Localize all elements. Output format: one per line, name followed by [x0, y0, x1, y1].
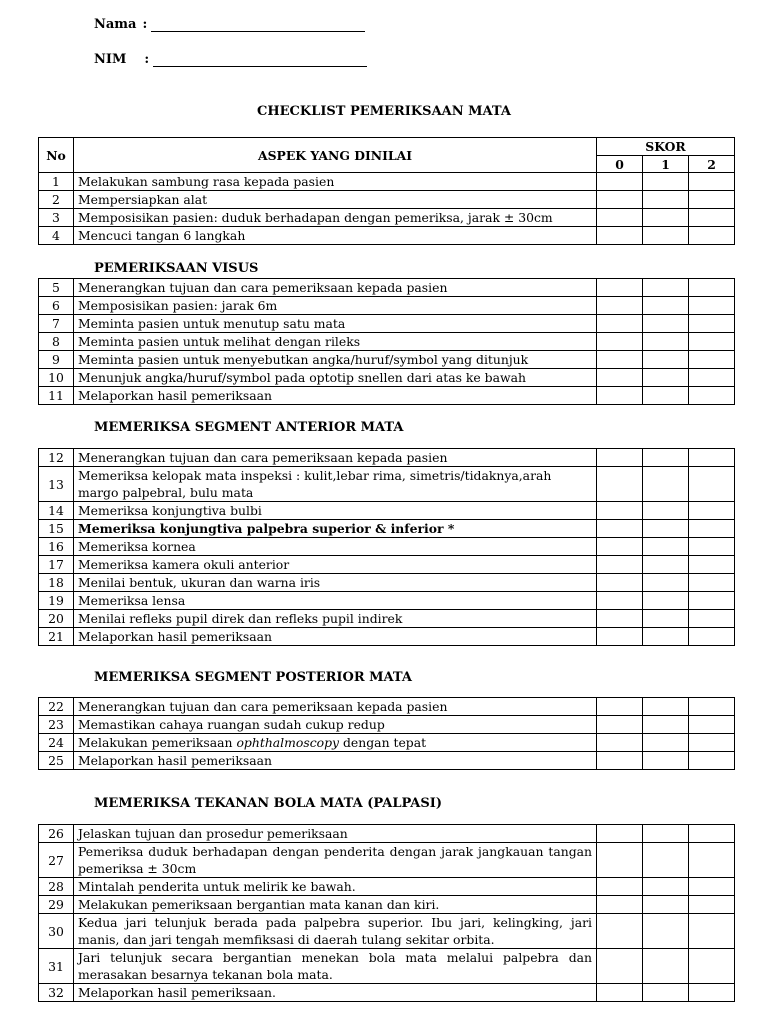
score-cell-0[interactable]: [597, 538, 643, 556]
score-cell-0[interactable]: [597, 333, 643, 351]
table-row: [39, 574, 735, 592]
row-number: 8: [39, 333, 74, 351]
row-number: 23: [39, 716, 74, 734]
score-cell-0[interactable]: [597, 949, 643, 984]
score-cell-2[interactable]: [689, 610, 735, 628]
score-cell-0[interactable]: [597, 369, 643, 387]
table-row: [39, 333, 735, 351]
score-cell-2[interactable]: [689, 896, 735, 914]
row-aspect-text: Mencuci tangan 6 langkah: [74, 227, 597, 245]
score-cell-2[interactable]: [689, 538, 735, 556]
row-number: 26: [39, 825, 74, 843]
score-cell-0[interactable]: [597, 825, 643, 843]
nim-field[interactable]: [94, 52, 367, 67]
score-cell-1[interactable]: [643, 279, 689, 297]
row-aspect-text: Menerangkan tujuan dan cara pemeriksaan kepada pasien: [74, 449, 597, 467]
score-cell-0[interactable]: [597, 556, 643, 574]
row-number: 24: [39, 734, 74, 752]
checklist-table-general: [38, 137, 735, 245]
aspect-text-italic: ophthalmoscopy: [236, 735, 340, 750]
nim-line[interactable]: [153, 66, 367, 67]
header-score-0: 0: [597, 156, 643, 173]
table-row: [39, 297, 735, 315]
score-cell-1[interactable]: [643, 297, 689, 315]
table-row: [39, 351, 735, 369]
header-score-2: 2: [689, 156, 735, 173]
page-title: CHECKLIST PEMERIKSAAN MATA: [257, 104, 511, 119]
row-number: 14: [39, 502, 74, 520]
score-cell-0[interactable]: [597, 209, 643, 227]
table-row: [39, 502, 735, 520]
row-aspect-text: Melakukan sambung rasa kepada pasien: [74, 173, 597, 191]
row-number: 19: [39, 592, 74, 610]
row-number: 32: [39, 984, 74, 1002]
header-skor: SKOR: [597, 138, 735, 156]
score-cell-1[interactable]: [643, 574, 689, 592]
section-title-anterior: MEMERIKSA SEGMENT ANTERIOR MATA: [94, 420, 404, 435]
row-number: 28: [39, 878, 74, 896]
score-cell-2[interactable]: [689, 949, 735, 984]
row-aspect-text: Menilai refleks pupil direk dan refleks pupil indirek: [74, 610, 597, 628]
table-row: [39, 315, 735, 333]
score-cell-1[interactable]: [643, 538, 689, 556]
score-cell-2[interactable]: [689, 878, 735, 896]
table-row: [39, 467, 735, 502]
score-cell-1[interactable]: [643, 315, 689, 333]
score-cell-0[interactable]: [597, 173, 643, 191]
score-cell-2[interactable]: [689, 914, 735, 949]
score-cell-1[interactable]: [643, 209, 689, 227]
score-cell-1[interactable]: [643, 878, 689, 896]
row-number: 6: [39, 297, 74, 315]
score-cell-2[interactable]: [689, 520, 735, 538]
table-row: [39, 610, 735, 628]
score-cell-0[interactable]: [597, 896, 643, 914]
score-cell-1[interactable]: [643, 896, 689, 914]
row-aspect-text: Memposisikan pasien: duduk berhadapan dengan pemeriksa, jarak ± 30cm: [74, 209, 597, 227]
aspect-text-pre: Melakukan pemeriksaan: [78, 735, 237, 750]
score-cell-1[interactable]: [643, 914, 689, 949]
score-cell-0[interactable]: [597, 698, 643, 716]
score-cell-0[interactable]: [597, 227, 643, 245]
nama-colon: :: [142, 17, 148, 32]
row-number: 29: [39, 896, 74, 914]
row-aspect-text: Pemeriksa duduk berhadapan dengan penderita dengan jarak jangkauan tangan pemeriksa ± 30cm: [74, 843, 597, 878]
row-aspect-text: Memeriksa lensa: [74, 592, 597, 610]
table-row: [39, 984, 735, 1002]
row-aspect-text: Melaporkan hasil pemeriksaan: [74, 752, 597, 770]
row-aspect-text: Jari telunjuk secara bergantian menekan bola mata melalui palpebra dan merasakan besarnya tekanan bola mata.: [74, 949, 597, 984]
table-row: [39, 825, 735, 843]
score-cell-1[interactable]: [643, 752, 689, 770]
score-cell-1[interactable]: [643, 449, 689, 467]
score-cell-0[interactable]: [597, 297, 643, 315]
row-aspect-text: Memposisikan pasien: jarak 6m: [74, 297, 597, 315]
score-cell-2[interactable]: [689, 191, 735, 209]
row-aspect-text: Mempersiapkan alat: [74, 191, 597, 209]
row-number: 11: [39, 387, 74, 405]
score-cell-1[interactable]: [643, 227, 689, 245]
score-cell-2[interactable]: [689, 984, 735, 1002]
row-number: 15: [39, 520, 74, 538]
score-cell-2[interactable]: [689, 502, 735, 520]
score-cell-0[interactable]: [597, 984, 643, 1002]
score-cell-1[interactable]: [643, 825, 689, 843]
score-cell-0[interactable]: [597, 610, 643, 628]
score-cell-0[interactable]: [597, 467, 643, 502]
score-cell-1[interactable]: [643, 369, 689, 387]
score-cell-0[interactable]: [597, 878, 643, 896]
row-aspect-text: Kedua jari telunjuk berada pada palpebra superior. Ibu jari, kelingking, jari manis, dan jari tengah memfiksasi di daerah tulang sekitar orbita.: [74, 914, 597, 949]
row-number: 27: [39, 843, 74, 878]
score-cell-2[interactable]: [689, 449, 735, 467]
row-number: 1: [39, 173, 74, 191]
score-cell-1[interactable]: [643, 467, 689, 502]
table-row: [39, 698, 735, 716]
aspect-text-post: dengan tepat: [339, 735, 427, 750]
row-number: 10: [39, 369, 74, 387]
score-cell-1[interactable]: [643, 610, 689, 628]
row-number: 31: [39, 949, 74, 984]
score-cell-0[interactable]: [597, 628, 643, 646]
table-row: [39, 209, 735, 227]
row-aspect-text: [74, 734, 597, 752]
nim-colon: :: [144, 52, 150, 67]
score-cell-1[interactable]: [643, 698, 689, 716]
table-row: [39, 752, 735, 770]
score-cell-1[interactable]: [643, 843, 689, 878]
table-row: [39, 369, 735, 387]
score-cell-0[interactable]: [597, 449, 643, 467]
section-title-palpasi: MEMERIKSA TEKANAN BOLA MATA (PALPASI): [94, 796, 442, 811]
row-aspect-text: Menerangkan tujuan dan cara pemeriksaan kepada pasien: [74, 279, 597, 297]
score-cell-1[interactable]: [643, 628, 689, 646]
row-aspect-text: Jelaskan tujuan dan prosedur pemeriksaan: [74, 825, 597, 843]
score-cell-1[interactable]: [643, 716, 689, 734]
score-cell-1[interactable]: [643, 520, 689, 538]
header-no: No: [39, 138, 74, 173]
section-title-posterior: MEMERIKSA SEGMENT POSTERIOR MATA: [94, 670, 412, 685]
score-cell-2[interactable]: [689, 734, 735, 752]
score-cell-1[interactable]: [643, 592, 689, 610]
score-cell-2[interactable]: [689, 574, 735, 592]
score-cell-2[interactable]: [689, 209, 735, 227]
score-cell-0[interactable]: [597, 752, 643, 770]
row-aspect-text: Memeriksa konjungtiva bulbi: [74, 502, 597, 520]
score-cell-2[interactable]: [689, 752, 735, 770]
score-cell-1[interactable]: [643, 734, 689, 752]
row-aspect-text: Menerangkan tujuan dan cara pemeriksaan kepada pasien: [74, 698, 597, 716]
row-aspect-text: Menilai bentuk, ukuran dan warna iris: [74, 574, 597, 592]
row-number: 17: [39, 556, 74, 574]
score-cell-0[interactable]: [597, 716, 643, 734]
table-row: [39, 227, 735, 245]
row-aspect-text: Memeriksa kamera okuli anterior: [74, 556, 597, 574]
table-row: [39, 896, 735, 914]
header-score-1: 1: [643, 156, 689, 173]
row-number: 16: [39, 538, 74, 556]
row-aspect-text: Memeriksa kelopak mata inspeksi : kulit,lebar rima, simetris/tidaknya,arah margo palpebral, bulu mata: [74, 467, 597, 502]
checklist-table-palpasi: [38, 824, 735, 1002]
table-row: [39, 538, 735, 556]
table-row: [39, 191, 735, 209]
score-cell-2[interactable]: [689, 716, 735, 734]
score-cell-1[interactable]: [643, 502, 689, 520]
score-cell-2[interactable]: [689, 227, 735, 245]
row-aspect-text: Melakukan pemeriksaan bergantian mata kanan dan kiri.: [74, 896, 597, 914]
row-number: 21: [39, 628, 74, 646]
score-cell-0[interactable]: [597, 574, 643, 592]
table-row: [39, 843, 735, 878]
score-cell-2[interactable]: [689, 315, 735, 333]
row-number: 12: [39, 449, 74, 467]
score-cell-0[interactable]: [597, 592, 643, 610]
score-cell-2[interactable]: [689, 825, 735, 843]
score-cell-2[interactable]: [689, 556, 735, 574]
score-cell-2[interactable]: [689, 173, 735, 191]
score-cell-2[interactable]: [689, 351, 735, 369]
score-cell-2[interactable]: [689, 297, 735, 315]
header-aspek: ASPEK YANG DINILAI: [74, 138, 597, 173]
row-number: 2: [39, 191, 74, 209]
score-cell-2[interactable]: [689, 279, 735, 297]
table-row: [39, 449, 735, 467]
checklist-table-anterior: [38, 448, 735, 646]
score-cell-2[interactable]: [689, 843, 735, 878]
row-aspect-text: Meminta pasien untuk menutup satu mata: [74, 315, 597, 333]
score-cell-0[interactable]: [597, 315, 643, 333]
row-number: 7: [39, 315, 74, 333]
table-row: [39, 387, 735, 405]
table-row: [39, 716, 735, 734]
score-cell-2[interactable]: [689, 628, 735, 646]
row-aspect-text: Melaporkan hasil pemeriksaan.: [74, 984, 597, 1002]
table-row: [39, 949, 735, 984]
score-cell-2[interactable]: [689, 698, 735, 716]
checklist-table-posterior: [38, 697, 735, 770]
row-number: 30: [39, 914, 74, 949]
score-cell-0[interactable]: [597, 520, 643, 538]
section-title-visus: PEMERIKSAAN VISUS: [94, 261, 259, 276]
score-cell-1[interactable]: [643, 351, 689, 369]
table-row: [39, 279, 735, 297]
row-number: 9: [39, 351, 74, 369]
score-cell-0[interactable]: [597, 351, 643, 369]
score-cell-0[interactable]: [597, 387, 643, 405]
table-row: [39, 556, 735, 574]
score-cell-1[interactable]: [643, 387, 689, 405]
score-cell-2[interactable]: [689, 369, 735, 387]
score-cell-1[interactable]: [643, 556, 689, 574]
row-number: 4: [39, 227, 74, 245]
nim-label: NIM: [94, 52, 127, 67]
table-row: [39, 914, 735, 949]
score-cell-1[interactable]: [643, 949, 689, 984]
row-aspect-text: Menunjuk angka/huruf/symbol pada optotip snellen dari atas ke bawah: [74, 369, 597, 387]
score-cell-0[interactable]: [597, 502, 643, 520]
row-aspect-text: Melaporkan hasil pemeriksaan: [74, 628, 597, 646]
table-row: [39, 628, 735, 646]
table-row: [39, 878, 735, 896]
score-cell-1[interactable]: [643, 333, 689, 351]
score-cell-0[interactable]: [597, 191, 643, 209]
row-aspect-text: Memeriksa konjungtiva palpebra superior & inferior *: [74, 520, 597, 538]
row-aspect-text: Memastikan cahaya ruangan sudah cukup redup: [74, 716, 597, 734]
row-number: 20: [39, 610, 74, 628]
row-aspect-text: Melaporkan hasil pemeriksaan: [74, 387, 597, 405]
row-aspect-text: Mintalah penderita untuk melirik ke bawah.: [74, 878, 597, 896]
checklist-table-visus: [38, 278, 735, 405]
row-number: 25: [39, 752, 74, 770]
score-cell-2[interactable]: [689, 467, 735, 502]
nama-line[interactable]: [151, 31, 365, 32]
score-cell-0[interactable]: [597, 734, 643, 752]
score-cell-1[interactable]: [643, 984, 689, 1002]
score-cell-2[interactable]: [689, 333, 735, 351]
row-number: 22: [39, 698, 74, 716]
row-aspect-text: Meminta pasien untuk melihat dengan rileks: [74, 333, 597, 351]
row-number: 5: [39, 279, 74, 297]
score-cell-0[interactable]: [597, 914, 643, 949]
row-aspect-text: Meminta pasien untuk menyebutkan angka/huruf/symbol yang ditunjuk: [74, 351, 597, 369]
nama-field[interactable]: [94, 17, 365, 32]
table-row: [39, 592, 735, 610]
row-number: 13: [39, 467, 74, 502]
row-number: 18: [39, 574, 74, 592]
table-row: [39, 520, 735, 538]
score-cell-2[interactable]: [689, 387, 735, 405]
table-row: [39, 173, 735, 191]
score-cell-0[interactable]: [597, 279, 643, 297]
row-aspect-text: Memeriksa kornea: [74, 538, 597, 556]
score-cell-0[interactable]: [597, 843, 643, 878]
row-number: 3: [39, 209, 74, 227]
nama-label: Nama: [94, 17, 137, 32]
score-cell-1[interactable]: [643, 191, 689, 209]
score-cell-1[interactable]: [643, 173, 689, 191]
score-cell-2[interactable]: [689, 592, 735, 610]
table-row: [39, 734, 735, 752]
